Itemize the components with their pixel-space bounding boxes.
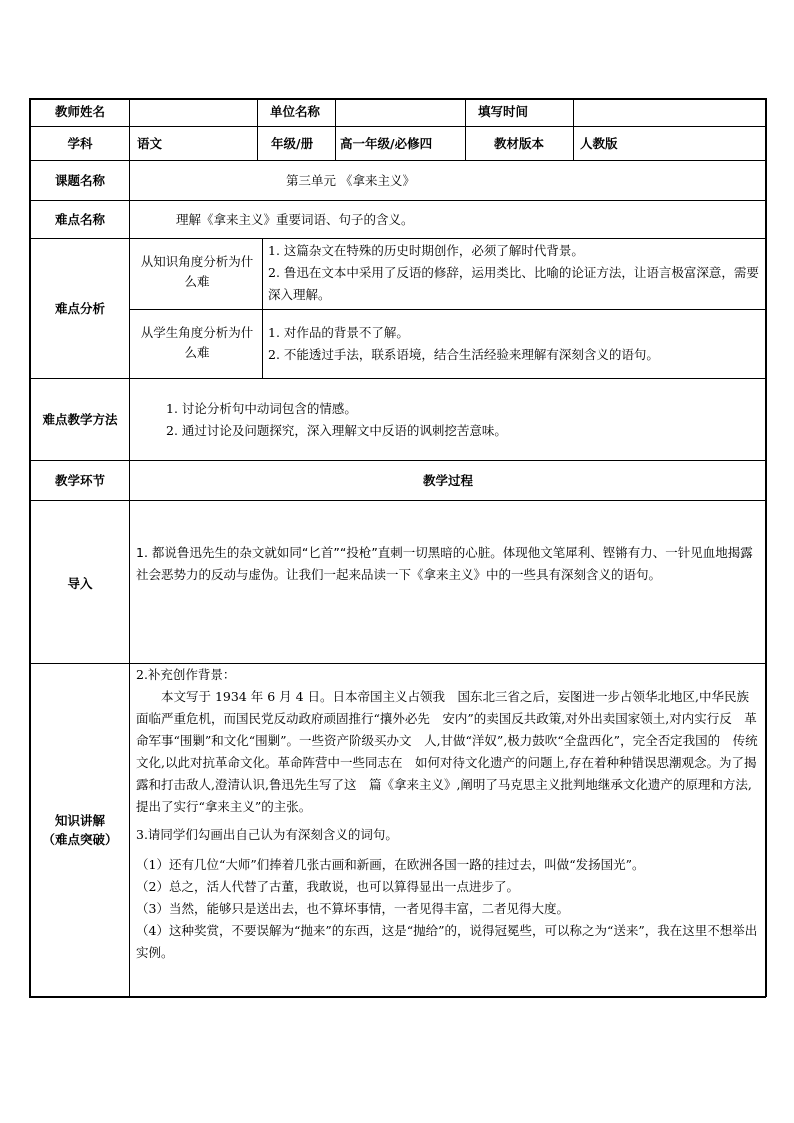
sentence-item: （3）当然，能够只是送出去，也不算坏事情，一者见得丰富，二者见得大度。 <box>136 901 569 916</box>
task-heading: 3.请同学们勾画出自己认为有深刻含义的词句。 <box>136 827 398 842</box>
intro-text: 1. 都说鲁迅先生的杂文就如同“匕首”“投枪”直刺一切黑暗的心脏。体现他文笔犀利、铿锵有力、一针见血地揭露社会恶势力的反动与虚伪。让我们一起来品读一下《拿来主义》中的一些具有深刻含义的语句。 <box>136 545 753 582</box>
subject-value: 语文 <box>137 136 163 151</box>
unit-label: 单位名称 <box>270 104 321 119</box>
method-item: 1. 讨论分析句中动词包含的情感。 <box>166 401 357 416</box>
knowledge-angle-list <box>268 240 762 306</box>
grade-value: 高一年级/必修四 <box>340 136 433 151</box>
edition-value: 人教版 <box>580 136 618 151</box>
intro-label: 导入 <box>67 576 93 591</box>
sentence-item: （1）还有几位“大师”们捧着几张古画和新画，在欧洲各国一路的挂过去，叫做“发扬国光”。 <box>136 857 645 872</box>
student-angle-label: 从学生角度分析为什么难 <box>140 325 254 360</box>
difficulty-label: 难点名称 <box>54 212 105 227</box>
student-item: 2. 不能透过手法，联系语境，结合生活经验来理解有深刻含义的语句。 <box>268 347 659 362</box>
edition-label: 教材版本 <box>493 136 544 151</box>
lesson-title-value: 第三单元 《拿来主义》 <box>286 173 415 188</box>
lesson-title-label: 课题名称 <box>54 173 105 188</box>
subject-label: 学科 <box>67 136 93 151</box>
background-section <box>136 664 762 964</box>
student-angle-list <box>268 322 762 366</box>
grade-label: 年级/册 <box>271 136 314 151</box>
method-label: 难点教学方法 <box>42 412 118 427</box>
background-text: 本文写于 1934 年 6 月 4 日。日本帝国主义占领我 国东北三省之后，妄图进一步占领华北地区,中华民族 面临严重危机，而国民党反动政府顽固推行“攘外必先 安内”的卖国反共政策,对外出卖国家领土,对内实行反 革命军事“围剿”和文化“围剿”。一些资产阶级买办文 人,甘做“洋奴”,极力鼓吹“全盘西化”，完全否定我国的 传统文化,以此对抗革命文化。革命阵营中一些同志在 如何对待文化遗产的问题上,存在着种种错误思潮观念。为了揭露和打击敌人,澄清认识,鲁迅先生写了这 篇《拿来主义》,阐明了马克思主义批判地继承文化遗产的原理和方法,提出了实行“拿来主义”的主张。 <box>136 689 762 814</box>
breakthrough-label: （难点突破） <box>42 832 118 847</box>
difficulty-value: 理解《拿来主义》重要词语、句子的含义。 <box>176 212 414 227</box>
knowledge-angle-label: 从知识角度分析为什么难 <box>140 254 254 289</box>
sentence-item: （2）总之，活人代替了古董，我敢说，也可以算得显出一点进步了。 <box>136 879 519 894</box>
knowledge-label: 知识讲解 <box>54 813 105 828</box>
teacher-name-label: 教师姓名 <box>54 104 105 119</box>
knowledge-item: 2. 鲁迅在文本中采用了反语的修辞，运用类比、比喻的论证方法，让语言极富深意，需要深入理解。 <box>268 265 759 302</box>
process-header: 教学过程 <box>422 473 473 488</box>
analysis-label: 难点分析 <box>54 301 105 316</box>
method-list <box>166 398 726 442</box>
student-item: 1. 对作品的背景不了解。 <box>268 325 409 340</box>
background-heading: 2.补充创作背景： <box>136 667 236 682</box>
sentence-item: （4）这种奖赏，不要误解为“抛来”的东西，这是“抛给”的，说得冠冕些，可以称之为“送来”，我在这里不想举出实例。 <box>136 923 758 960</box>
fill-time-label: 填写时间 <box>478 104 529 119</box>
stage-header: 教学环节 <box>54 473 105 488</box>
method-item: 2. 通过讨论及问题探究，深入理解文中反语的讽刺挖苦意味。 <box>166 423 507 438</box>
knowledge-item: 1. 这篇杂文在特殊的历史时期创作，必须了解时代背景。 <box>268 243 584 258</box>
